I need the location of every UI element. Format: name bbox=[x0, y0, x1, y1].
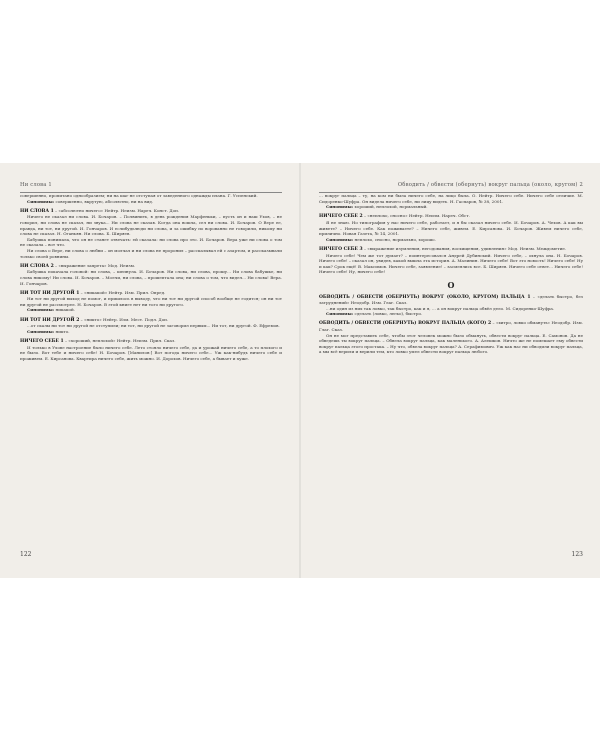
entry-paragraph bbox=[20, 345, 282, 362]
synonyms-line bbox=[20, 329, 282, 335]
entry-text: Ничего себе! Чем же тот думает? – поинтересовался Андрей Дубинский. Ничего себе, – охнула она. Н. Бочаров. Ничего себе! – сказал он, увидев, какой вышла эта история. А. Малинин. Ничего себе! Вот это новость! Ничего себе! Ну и как? Срок ещё! В. Максимов. Ничего себе, заявление! – засмеялись все. Б. Ширяев. Ничего себе ответ... Ничего себе! Ничего себе! Ну, ничего себе! bbox=[319, 252, 583, 275]
entry-text: никакой. bbox=[55, 307, 76, 313]
synonyms-line bbox=[20, 307, 282, 313]
entry-headword: НИЧЕГО СЕБЕ 2 bbox=[319, 214, 363, 220]
synonyms-line bbox=[319, 311, 583, 317]
entry-paragraph bbox=[319, 333, 583, 355]
entry-text: Ни слова о Вере, ни слова о любви – он молчал и ни слова не проронил – рассказывал ей с азартом, и рассказывали только своей ровнины. bbox=[20, 247, 282, 259]
entry-paragraph bbox=[20, 214, 282, 236]
entry-continuation bbox=[319, 193, 583, 204]
entry-paragraph bbox=[319, 220, 583, 237]
left-column bbox=[20, 193, 282, 361]
running-head-left: Ни слова 1 bbox=[20, 182, 282, 193]
entry-text: – «абсолютно ничего» Нейтр. Неизм. Нареч. Конст. Доп. bbox=[55, 207, 180, 213]
entry-headword: НИЧЕГО СЕБЕ 3 bbox=[319, 246, 363, 252]
page-number-right: 123 bbox=[571, 551, 583, 558]
entry-headword: НИ ТОТ НИ ДРУГОЙ 1 bbox=[20, 290, 80, 296]
entry-headword: ОБВОДИТЬ / ОБВЕСТИ (ОБЕРНУТЬ) ВОКРУГ (ОКОЛО, КРУГОМ) ПАЛЬЦА 1 bbox=[319, 294, 531, 300]
synonyms-line bbox=[319, 204, 583, 210]
entry-paragraph bbox=[319, 253, 583, 275]
dictionary-entry bbox=[319, 213, 583, 220]
entry-text: – «хороший, неплохой» Нейтр. Неизм. Прил. Сказ. bbox=[64, 338, 176, 344]
synonyms-line bbox=[20, 199, 282, 205]
dictionary-entry bbox=[20, 338, 282, 345]
entry-text: – «делать быстро, без затруднений» Неодобр. Изм. Глаг. Сказ. bbox=[319, 293, 583, 306]
synonyms-label: Синонимы: bbox=[27, 307, 55, 313]
dictionary-entry bbox=[20, 290, 282, 297]
synonyms-label: Синонимы: bbox=[326, 311, 354, 317]
right-page bbox=[301, 163, 600, 578]
book-spread bbox=[0, 163, 600, 578]
entry-paragraph bbox=[20, 237, 282, 248]
entry-text: Бабушка покачала головой: ни слова, – шепнула. И. Бочаров. Ни слова, ни слова, прошу... Ни слова бабушке, ни слова никому! Ни слова. И. Бочаров. – Молчи, ни слова, – прошептала она; ни слова о том, что видел... Ни слова! Вера. И. Гончаров. bbox=[20, 269, 282, 286]
synonyms-label: Синонимы: bbox=[326, 236, 354, 242]
entry-text: Ничего не сказал ни слова. И. Бочаров. – Полвинить, в день рождения Марфеньки, – пусть он и наш Ухов, – не говорил, ни слова не сказал, ни звука... Ни слова не сказав. Когда она вошла, сел ни слова. И. Бочаров. О Вере ее, правда, ни тот, ни другой. И. Гончаров. И еслибудьлюди ни слова, и за ошибку по ворованно не говорили, никому ни слова не сказал. Н. Оганьян. Ни слова. Б. Ширяев. bbox=[20, 214, 282, 237]
entry-text: ...от скалы ни тот ни другой не отступили; ни тот, ни другой не заговорил первым... Ни тот, ни другой. Ф. Ефремов. bbox=[27, 323, 280, 329]
entry-text: никто. bbox=[55, 328, 70, 334]
entry-headword: ОБВОДИТЬ / ОБВЕСТИ (ОБЕРНУТЬ) ВОКРУГ ПАЛЬЦА (КОГО) 2 bbox=[319, 321, 492, 327]
dictionary-entry bbox=[319, 320, 583, 332]
entry-text: – «выражение изумления, негодования, восхищения, удивления» Мод. Неизм. Междометие. bbox=[363, 245, 567, 251]
entry-headword: НИ ТОТ НИ ДРУГОЙ 2 bbox=[20, 317, 80, 323]
synonyms-label: Синонимы: bbox=[326, 204, 354, 210]
entry-paragraph bbox=[20, 296, 282, 307]
entry-paragraph bbox=[20, 248, 282, 259]
entry-text: – «неплохо, сносно» Нейтр. Неизм. Нареч. Обст. bbox=[363, 213, 470, 219]
section-letter: О bbox=[447, 279, 455, 290]
dictionary-entry bbox=[319, 294, 583, 306]
entry-headword: НИ СЛОВА 1 bbox=[20, 208, 54, 214]
entry-text: И только в Ухове настроение было ничего себе. Лето стояло ничего себе, да и урожай ничего себе, а то плохого и не было. Вот тебе и ничего себе! Н. Бочаров. [Манилов:] Вот погода ничего себе... Уж как-нибудь ничего себе и проживем. Е. Кирсанова. Квартира ничего себе, жить можно. И. Дорохов. Ничего себе, а бывает и хуже. bbox=[20, 344, 282, 361]
entry-headword: НИЧЕГО СЕБЕ 1 bbox=[20, 339, 64, 345]
entry-text: – «никто» Нейтр. Изм. Мест. Подл. Доп. bbox=[80, 316, 169, 322]
dictionary-entry bbox=[20, 317, 282, 324]
entry-text: сделать (ловко, легко), быстро. bbox=[354, 311, 423, 317]
dictionary-entry bbox=[20, 208, 282, 215]
entry-headword: НИ СЛОВА 2 bbox=[20, 263, 54, 269]
entry-paragraph bbox=[20, 269, 282, 286]
entry-text: хороший, неплохой, нормальный. bbox=[354, 204, 428, 210]
entry-text: совершенно, пропитано однообразием; ни на шаг не отступая от заведенного однажды плана. Г. Успенский. bbox=[20, 193, 258, 198]
entry-text: Он не мог представить себе, чтобы этот человек можно было обмануть, обвести вокруг пальца. Е. Самонов. Да не обведешь ты вокруг пальца. – Обвела вокруг пальца, как маленького. А. Алешков. Ничто же не помешает ему обвести вокруг пальца этого простака. – Ну что, обвела вокруг пальца? А. Серафимович. Уж как нас ни обводили вокруг пальца, а мы всё верили и верили тем, кто ловко умел обвести вокруг пальца любого. bbox=[319, 332, 583, 355]
running-head-right: Обводить / обвести (обернуть) вокруг пальца (около, кругом) 2 bbox=[319, 182, 583, 193]
entry-text: ...ни один из них так ловко, так быстро, как и я, ... а он вокруг пальца обвёл дело. М. Сидоренко-Шуфра. bbox=[326, 305, 555, 311]
entry-text: – «никакой» Нейтр. Изм. Прил. Опред. bbox=[80, 289, 166, 295]
entry-text: Ни тот ни другой выход не помог, и пришлось в выводу, что ни тот ни другой способ вообще не годится; он ни тот ни другой не рассмотрел. Н. Бочаров. В этой книге нет ни того ни другого. bbox=[20, 296, 282, 307]
entry-text: – «выражение запрета» Мод. Неизм. bbox=[55, 262, 136, 268]
entry-text: совершенно, вкрутую, абсолютно, ни на вид. bbox=[55, 198, 154, 204]
left-page bbox=[0, 163, 299, 578]
dictionary-entry bbox=[319, 246, 583, 253]
synonyms-line bbox=[319, 237, 583, 243]
synonyms-label: Синонимы: bbox=[27, 198, 55, 204]
entry-text: ... вокруг пальца – ту, на ком ни была ничего себе, на лицо была. О. Нейтр. Ничего себе. Ничего себе отличие. М. Сидоренко-Шуфра. Он видела ничего себе, ни лицу видеть. Н. Гаспаров, № 38, 2001. bbox=[319, 193, 583, 204]
entry-text: – «хитро, ловко обмануть» Неодобр. Изм. Глаг. Сказ. bbox=[319, 320, 583, 333]
entry-text: Бабушка понимала, что он не станет отвечать: ей сказала: ни слова про это. И. Бочаров. Вера уже ни слова о том не сказала – вот что. bbox=[20, 236, 282, 248]
right-column bbox=[319, 193, 583, 355]
entry-text: неплохо, сносно, нормально, хорошо. bbox=[354, 236, 436, 242]
dictionary-entry bbox=[20, 263, 282, 270]
page-number-left: 122 bbox=[20, 551, 32, 558]
entry-text: Я не знаю. Но типография у нас ничего себе, работает, и я бы сказал ничего себе. И. Бочаров. А. Чехов. А как вы живете? – Ничего себе. Как поживаете? – Ничего себе, живем. Е. Кирсанова. И. Бочаров. Живем ничего себе, прилично. Новая Газета, № 14, 2001. bbox=[319, 219, 583, 237]
synonyms-label: Синонимы: bbox=[27, 328, 55, 334]
